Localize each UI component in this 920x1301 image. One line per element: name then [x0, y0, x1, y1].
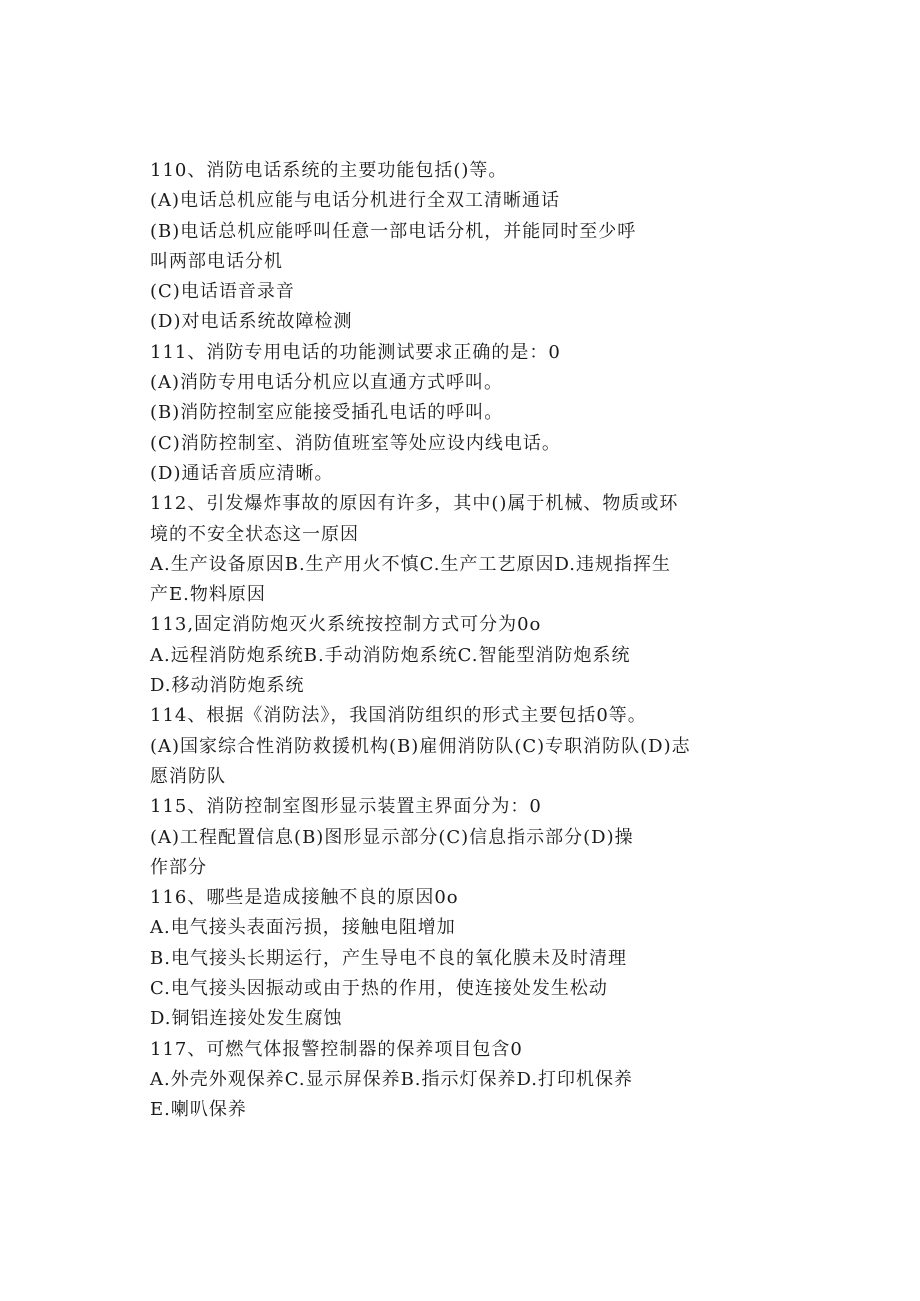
text-line: (C)消防控制室、消防值班室等处应设内线电话。 — [150, 432, 561, 454]
text-line: (C)电话语音录音 — [150, 281, 295, 303]
text-line: 117、可燃气体报警控制器的保养项目包含0 — [150, 1038, 523, 1060]
text-line: B.电气接头长期运行，产生导电不良的氧化膜未及时清理 — [150, 947, 627, 969]
text-line: 113,固定消防炮灭火系统按控制方式可分为0o — [150, 614, 542, 636]
text-line: 115、消防控制室图形显示装置主界面分为：0 — [150, 796, 542, 818]
text-line: (B)电话总机应能呼叫任意一部电话分机，并能同时至少呼 — [150, 220, 637, 242]
text-line: C.电气接头因振动或由于热的作用，使连接处发生松动 — [150, 978, 608, 1000]
text-line: (D)对电话系统故障检测 — [150, 311, 353, 333]
text-line: D.移动消防炮系统 — [150, 675, 305, 697]
text-line: A.电气接头表面污损，接触电阻增加 — [150, 917, 456, 939]
text-line: 境的不安全状态这一原因 — [150, 523, 359, 545]
text-line: 111、消防专用电话的功能测试要求正确的是：0 — [150, 341, 561, 363]
text-line: A.生产设备原因B.生产用火不慎C.生产工艺原因D.违规指挥生 — [150, 553, 672, 575]
text-line: (A)国家综合性消防救援机构(B)雇佣消防队(C)专职消防队(D)志 — [150, 735, 691, 757]
text-line: 116、哪些是造成接触不良的原因0o — [150, 887, 459, 909]
text-line: 产E.物料原因 — [150, 584, 266, 606]
text-line: A.远程消防炮系统B.手动消防炮系统C.智能型消防炮系统 — [150, 644, 631, 666]
text-line: E.喇叭保养 — [150, 1099, 247, 1121]
document-body — [150, 156, 790, 1126]
text-line: 作部分 — [150, 856, 207, 878]
text-line: A.外壳外观保养C.显示屏保养B.指示灯保养D.打印机保养 — [150, 1068, 634, 1090]
text-line: (A)消防专用电话分机应以直通方式呼叫。 — [150, 372, 504, 394]
text-line: (D)通话音质应清晰。 — [150, 462, 334, 484]
text-line: (A)工程配置信息(B)图形显示部分(C)信息指示部分(D)操 — [150, 826, 634, 848]
text-line: D.铜铝连接处发生腐蚀 — [150, 1008, 343, 1030]
text-line: (B)消防控制室应能接受插孔电话的呼叫。 — [150, 402, 504, 424]
text-line: 愿消防队 — [150, 765, 226, 787]
text-line: (A)电话总机应能与电话分机进行全双工清晰通话 — [150, 190, 561, 212]
text-line: 叫两部电话分机 — [150, 250, 283, 272]
text-line: 112、引发爆炸事故的原因有许多，其中()属于机械、物质或环 — [150, 493, 679, 515]
text-line: 110、消防电话系统的主要功能包括()等。 — [150, 160, 508, 181]
text-line: 114、根据《消防法》，我国消防组织的形式主要包括0等。 — [150, 705, 647, 727]
